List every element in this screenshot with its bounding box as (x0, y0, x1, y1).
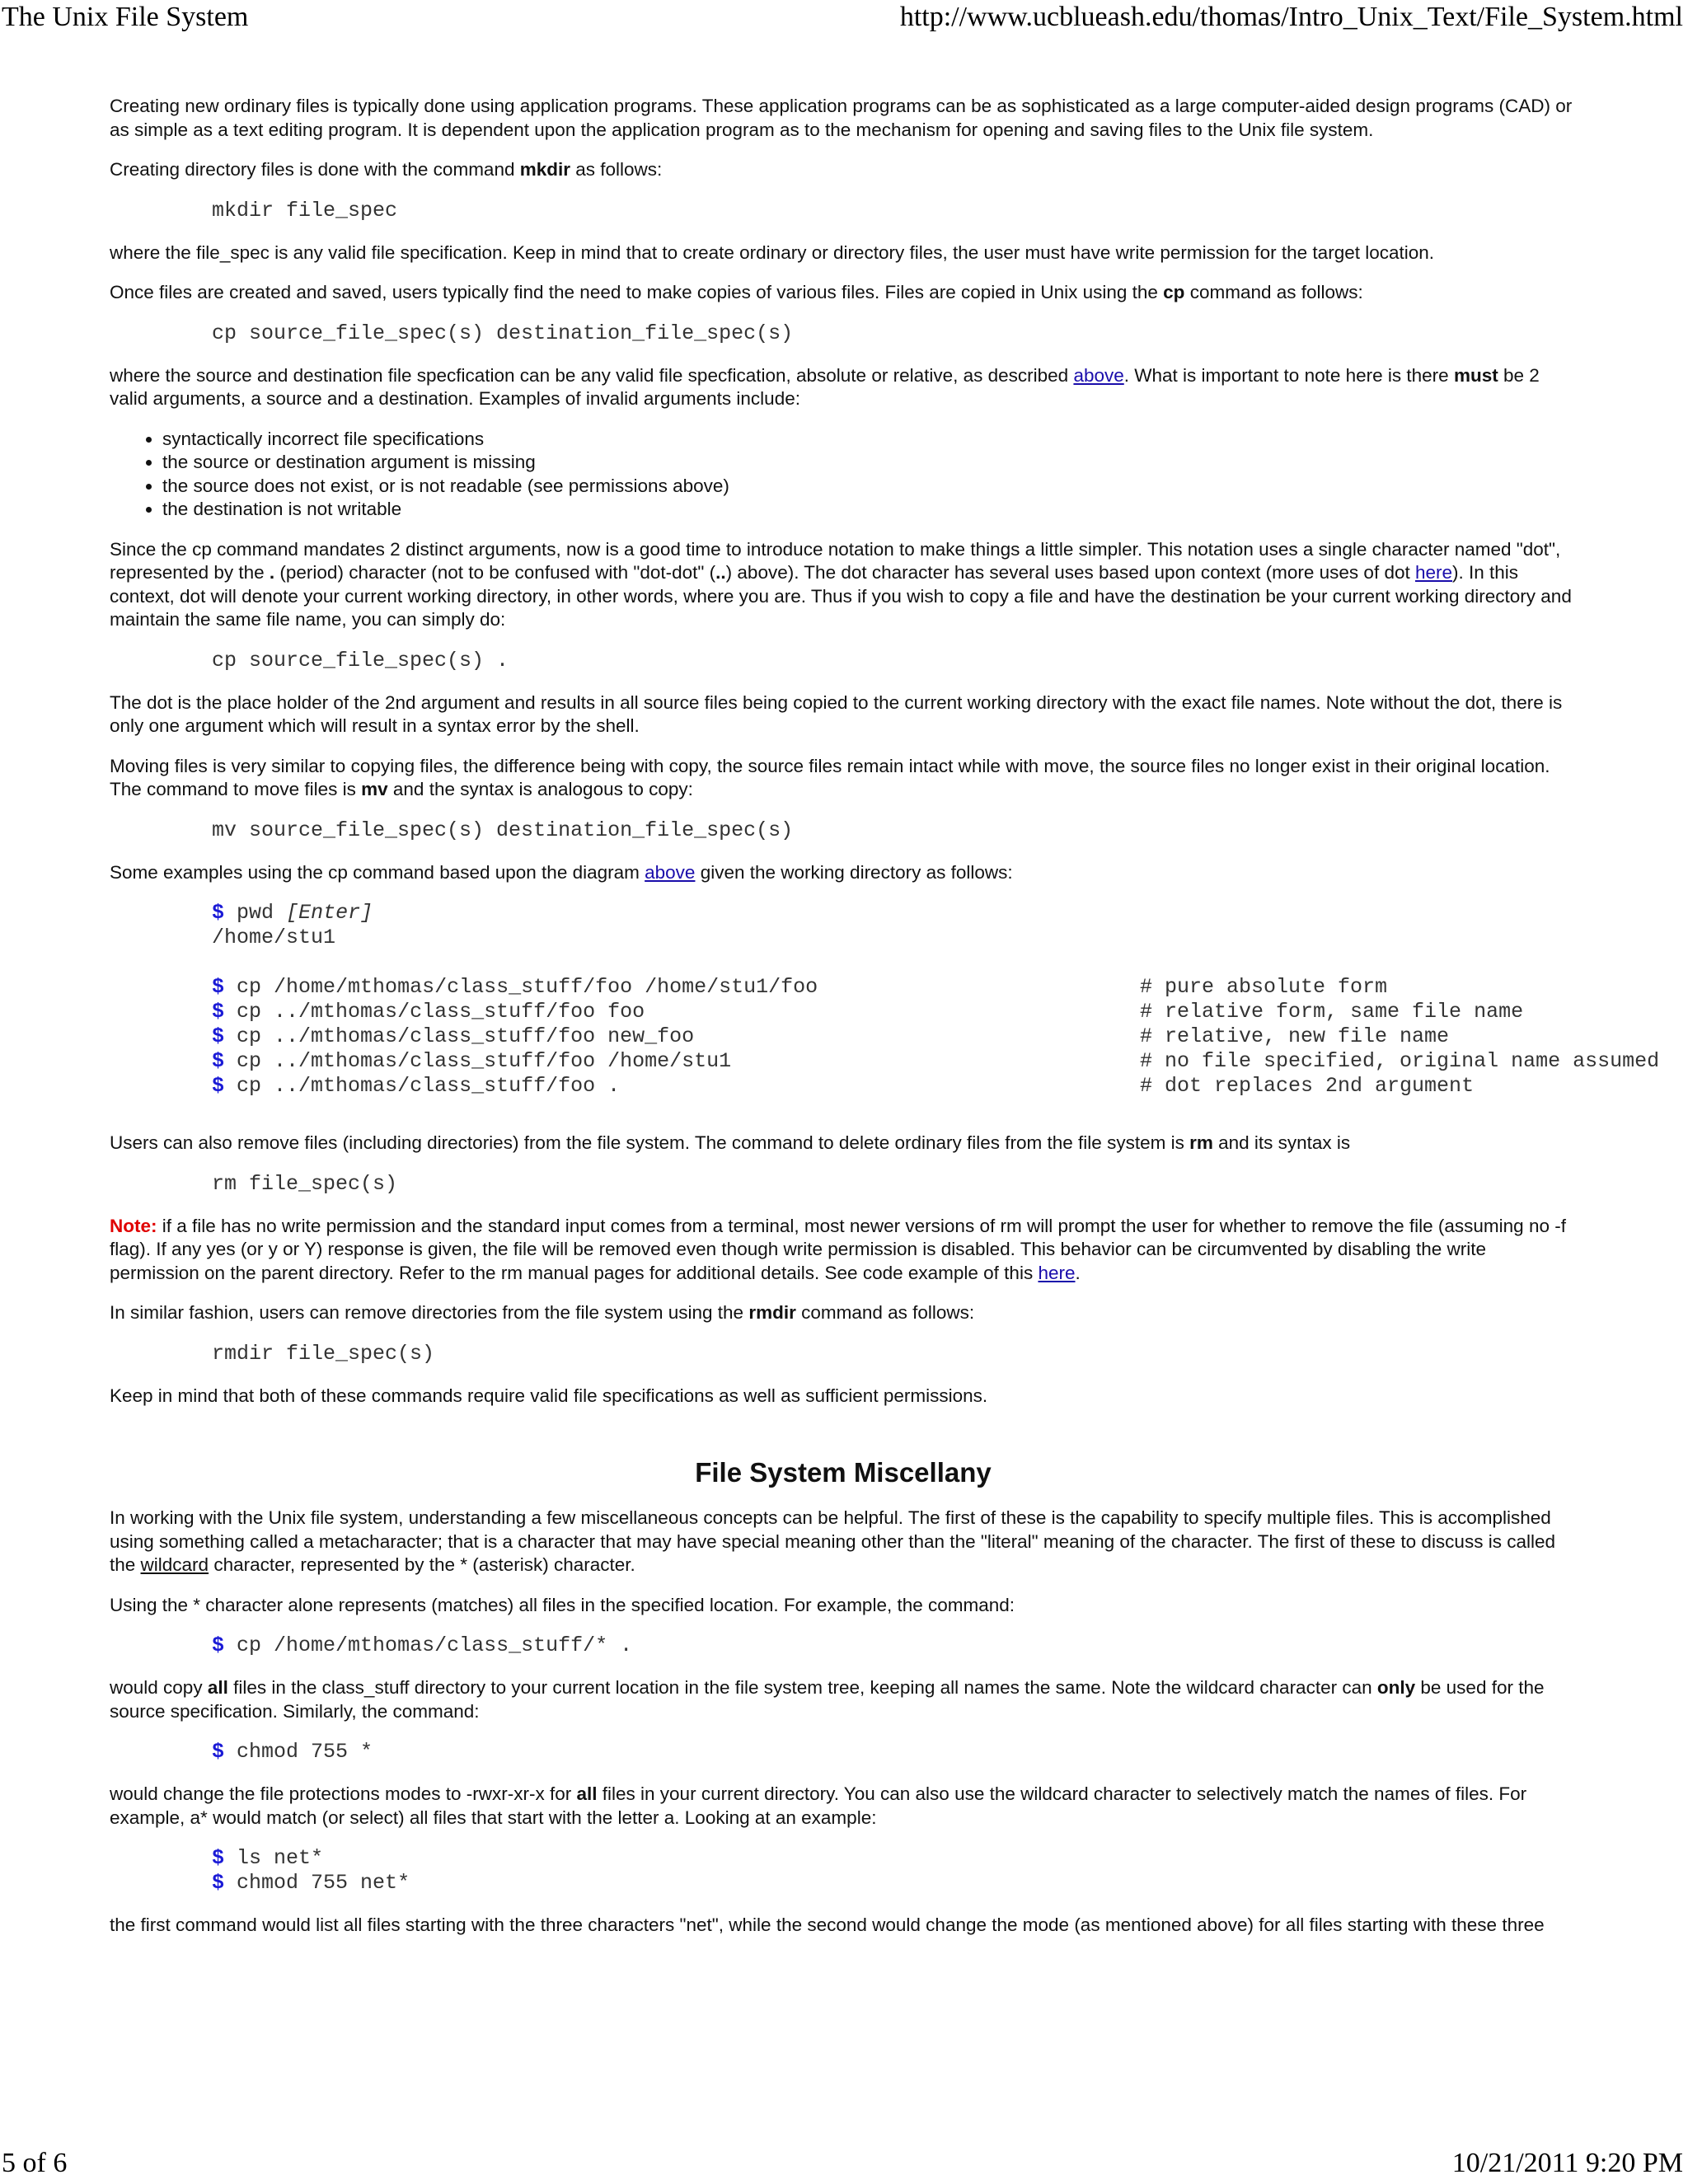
shell-prompt: $ (212, 1074, 225, 1098)
shell-prompt: $ (212, 1049, 225, 1073)
print-datetime: 10/21/2011 9:20 PM (1451, 2148, 1683, 2178)
code-comment: # relative, new file name (1140, 1024, 1450, 1048)
paragraph-copy-all: would copy all files in the class_stuff directory to your current location in the file system tree, keeping all names the same. Note the wildcard character can only be used for the source specification. Similarly, the command: (110, 1677, 1545, 1722)
paragraph-net-explain: the first command would list all files starting with the three characters "net", while the second would change the mode (as mentioned above) for all files starting with these three (110, 1915, 1545, 1935)
shell-prompt: $ (212, 1000, 225, 1024)
page-number: 5 of 6 (2, 2148, 68, 2178)
shell-prompt: $ (212, 975, 225, 999)
shell-prompt: $ (212, 1740, 225, 1764)
paragraph-chmod-all: would change the file protections modes to -rwxr-xr-x for all files in your current directory. You can also use the wildcard character to selectively match the names of files. For example, a* would match (or select) all files that start with the letter a. Looking at an example: (110, 1783, 1527, 1828)
shell-prompt: $ (212, 1633, 225, 1657)
code-line: $ ls net* (212, 1846, 324, 1870)
list-item: • the source does not exist, or is not readable (see permissions above) (162, 475, 1577, 499)
list-item: • syntactically incorrect file specifications (162, 428, 1577, 452)
cmd-cp: cp (1163, 282, 1185, 302)
paragraph-dot: Since the cp command mandates 2 distinct arguments, now is a good time to introduce notation to make things a little simpler. This notation uses a single character named "dot", represented by the . (period) character (not to be confused with "dot-dot" (..) above). The dot character has several uses based upon context (more uses of dot here). In this context, dot will denote your current working directory, in other words, where you are. Thus if you wish to copy a file and have the destination be your current working directory and maintain the same file name, you can simply do: (110, 538, 1572, 630)
paragraph-star: Using the * character alone represents (matches) all files in the specified location. For example, the command: (110, 1594, 1015, 1615)
code-comment: # relative form, same file name (1140, 1000, 1524, 1024)
shell-prompt: $ (212, 901, 225, 925)
code-net-examples (212, 1846, 1577, 1896)
cmd-rm: rm (1189, 1132, 1213, 1153)
paragraph-cp-intro: Once files are created and saved, users typically find the need to make copies of various files. Files are copied in Unix using the cp command as follows: (110, 282, 1363, 302)
list-item: • the source or destination argument is missing (162, 451, 1577, 475)
link-here-rm[interactable]: here (1038, 1262, 1076, 1283)
paragraph-dot-explain: The dot is the place holder of the 2nd argument and results in all source files being copied to the current working directory with the exact file names. Note without the dot, there is only one argument which will result in a syntax error by the shell. (110, 691, 1563, 736)
cmd-rmdir: rmdir (748, 1302, 796, 1323)
cmd-mkdir: mkdir (519, 159, 571, 180)
paragraph-rm-intro: Users can also remove files (including directories) from the file system. The command to delete ordinary files from the file system is rm and its syntax is (110, 1132, 1351, 1153)
code-cp-dot: cp source_file_spec(s) . (212, 648, 509, 673)
paragraph-permissions: Keep in mind that both of these commands require valid file specifications as well as sufficient permissions. (110, 1385, 988, 1406)
code-mkdir: mkdir file_spec (212, 198, 398, 223)
list-item: • the destination is not writable (162, 498, 1577, 522)
code-comment: # no file specified, original name assumed (1140, 1049, 1660, 1073)
invalid-args-list (110, 428, 1577, 522)
code-cp: cp source_file_spec(s) destination_file_spec(s) (212, 321, 794, 345)
code-rmdir: rmdir file_spec(s) (212, 1341, 435, 1366)
paragraph-file-spec: where the file_spec is any valid file specification. Keep in mind that to create ordinary or directory files, the user must have write permission for the target location. (110, 241, 1435, 263)
note-label: Note: (110, 1215, 157, 1236)
code-cp-star: $ cp /home/mthomas/class_stuff/* . (212, 1633, 633, 1657)
page-title: The Unix File System (2, 2, 249, 32)
paragraph-ordinary-files: Creating new ordinary files is typically done using application programs. These application programs can be as sophisticated as a large computer-aided design programs (CAD) or as simple as a text editing program. It is dependent upon the application program as to the mechanism for opening and saving files to the Unix file system. (110, 96, 1573, 140)
link-here-dot[interactable]: here (1414, 562, 1453, 583)
code-line: $ cp ../mthomas/class_stuff/foo /home/stu1 # no file specified, original name assumed (212, 1049, 1660, 1073)
document-body (110, 95, 1660, 1954)
paragraph-mkdir-intro: Creating directory files is done with the command mkdir as follows: (110, 159, 663, 180)
paragraph-cp-examples: Some examples using the cp command based upon the diagram above given the working directory as follows: (110, 861, 1013, 883)
paragraph-wildcard: In working with the Unix file system, understanding a few miscellaneous concepts can be helpful. The first of these is the capability to specify multiple files. This is accomplished using something called a metacharacter; that is a character that may have special meaning other than the "literal" meaning of the character. The first of these to discuss is called the wildcard character, represented by the * (asterisk) character. (110, 1507, 1555, 1575)
code-line: $ pwd [Enter] (212, 901, 373, 925)
section-title: File System Miscellany (695, 1457, 992, 1488)
code-cp-examples (212, 901, 1660, 1099)
code-mv: mv source_file_spec(s) destination_file_spec(s) (212, 818, 794, 842)
shell-prompt: $ (212, 1846, 225, 1870)
code-chmod-star: $ chmod 755 * (212, 1740, 373, 1764)
code-line: $ cp ../mthomas/class_stuff/foo new_foo # relative, new file name (212, 1024, 1450, 1048)
cmd-mv: mv (361, 779, 388, 799)
page-url: http://www.ucblueash.edu/thomas/Intro_Unix_Text/File_System.html (899, 2, 1683, 32)
paragraph-cp-args: where the source and destination file specfication can be any valid file specfication, absolute or relative, as described above. What is important to note here is there must be 2 valid arguments, a source and a destination. Examples of invalid arguments include: (110, 364, 1540, 409)
code-line: $ chmod 755 net* (212, 1871, 410, 1895)
code-line: $ cp ../mthomas/class_stuff/foo . # dot replaces 2nd argument (212, 1074, 1475, 1098)
link-above-diagram[interactable]: above (645, 861, 696, 883)
paragraph-rm-note: Note: if a file has no write permission and the standard input comes from a terminal, most newer versions of rm will prompt the user for whether to remove the file (assuming no -f flag). If any yes (or y or Y) response is given, the file will be removed even though write permission is disabled. This behavior can be circumvented by disabling the write permission on the parent directory. Refer to the rm manual pages for additional details. See code example of this here. (110, 1215, 1566, 1283)
link-above[interactable]: above (1073, 364, 1124, 386)
code-comment: # dot replaces 2nd argument (1140, 1074, 1475, 1098)
code-line: /home/stu1 (212, 926, 336, 949)
code-comment: # pure absolute form (1140, 975, 1388, 999)
code-line: $ cp ../mthomas/class_stuff/foo foo # relative form, same file name (212, 1000, 1524, 1024)
shell-prompt: $ (212, 1024, 225, 1048)
code-rm: rm file_spec(s) (212, 1171, 398, 1196)
code-line: $ cp /home/mthomas/class_stuff/foo /home/stu1/foo # pure absolute form (212, 975, 1388, 999)
shell-prompt: $ (212, 1871, 225, 1895)
paragraph-rmdir-intro: In similar fashion, users can remove directories from the file system using the rmdir command as follows: (110, 1302, 975, 1323)
paragraph-mv-intro: Moving files is very similar to copying files, the difference being with copy, the source files remain intact while with move, the source files no longer exist in their original location. The command to move files is mv and the syntax is analogous to copy: (110, 755, 1550, 799)
term-wildcard: wildcard (140, 1554, 209, 1575)
